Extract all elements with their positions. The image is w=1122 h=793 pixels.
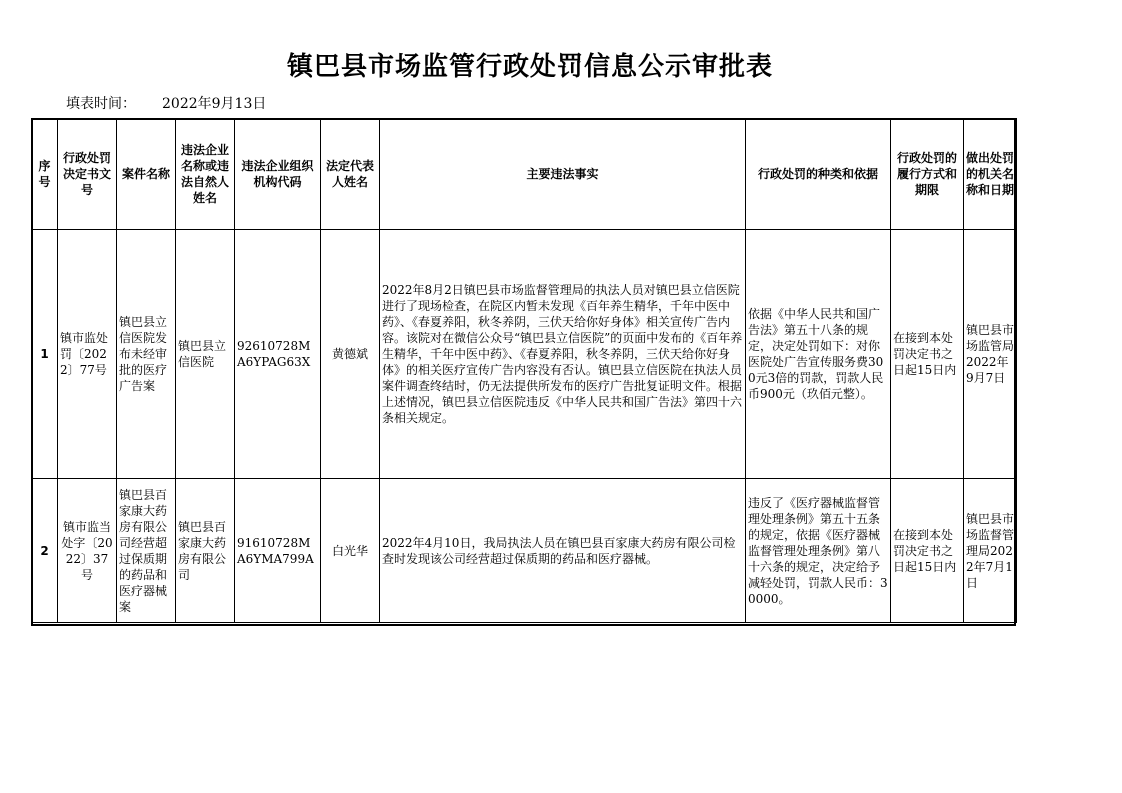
cell-method: 在接到本处罚决定书之日起15日内 — [891, 479, 964, 623]
header-penalty: 行政处罚的种类和依据 — [746, 119, 891, 230]
cell-org-code: 91610728MA6YMA799A — [235, 479, 321, 623]
header-authority: 做出处罚的机关名称和日期 — [964, 119, 1017, 230]
cell-authority: 镇巴县市场监督管理局2022年7月1日 — [964, 479, 1017, 623]
cell-seq: 2 — [32, 479, 58, 623]
cell-method: 在接到本处罚决定书之日起15日内 — [891, 230, 964, 479]
cell-party: 镇巴县百家康大药房有限公司 — [176, 479, 235, 623]
cell-legal-rep: 黄德斌 — [321, 230, 380, 479]
table-row — [32, 230, 1017, 479]
header-org-code: 违法企业组织机构代码 — [235, 119, 321, 230]
cell-facts: 2022年4月10日，我局执法人员在镇巴县百家康大药房有限公司检查时发现该公司经营超过保质期的药品和医疗器械。 — [380, 479, 746, 623]
cell-org-code: 92610728MA6YPAG63X — [235, 230, 321, 479]
cell-legal-rep: 白光华 — [321, 479, 380, 623]
header-method: 行政处罚的履行方式和期限 — [891, 119, 964, 230]
cell-case-name: 镇巴县立信医院发布未经审批的医疗广告案 — [117, 230, 176, 479]
fill-date — [66, 93, 266, 113]
cell-penalty: 违反了《医疗器械监督管理处理条例》第五十五条的规定，依据《医疗器械监督管理处理条例》第八十六条的规定，决定给予减轻处罚，罚款人民币：30000。 — [746, 479, 891, 623]
header-doc-no: 行政处罚决定书文号 — [58, 119, 117, 230]
fill-date-label: 填表时间： — [66, 96, 136, 112]
cell-seq: 1 — [32, 230, 58, 479]
table-row — [32, 479, 1017, 623]
header-party: 违法企业名称或违法自然人姓名 — [176, 119, 235, 230]
cell-authority: 镇巴县市场监管局2022年9月7日 — [964, 230, 1017, 479]
header-legal-rep: 法定代表人姓名 — [321, 119, 380, 230]
cell-penalty: 依据《中华人民共和国广告法》第五十八条的规定，决定处罚如下：对你医院处广告宣传服务费300元3倍的罚款，罚款人民币900元（玖佰元整）。 — [746, 230, 891, 479]
penalty-table — [31, 118, 1017, 623]
cell-doc-no: 镇市监当处字〔2022〕37号 — [58, 479, 117, 623]
page-title: 镇巴县市场监管行政处罚信息公示审批表 — [286, 52, 773, 82]
cell-doc-no: 镇市监处罚〔2022〕77号 — [58, 230, 117, 479]
cell-facts: 2022年8月2日镇巴县市场监督管理局的执法人员对镇巴县立信医院进行了现场检查，在院区内暂未发现《百年养生精华，千年中医中药》、《春夏养阳，秋冬养阴，三伏天给你好身体》相关宣传广告内容。该院对在微信公众号“镇巴县立信医院”的页面中发布的《百年养生精华，千年中医中药》、《春夏养阳，秋冬养阴，三伏天给你好身体》的相关医疗宣传广告内容没有否认。镇巴县立信医院在执法人员案件调查终结时，仍无法提供所发布的医疗广告批复证明文件。根据上述情况，镇巴县立信医院违反《中华人民共和国广告法》第四十六条相关规定。 — [380, 230, 746, 479]
header-seq: 序号 — [32, 119, 58, 230]
header-facts: 主要违法事实 — [380, 119, 746, 230]
header-row — [32, 119, 1017, 230]
cell-case-name: 镇巴县百家康大药房有限公司经营超过保质期的药品和医疗器械案 — [117, 479, 176, 623]
fill-date-value: 2022年9月13日 — [162, 96, 267, 112]
header-case-name: 案件名称 — [117, 119, 176, 230]
cell-party: 镇巴县立信医院 — [176, 230, 235, 479]
